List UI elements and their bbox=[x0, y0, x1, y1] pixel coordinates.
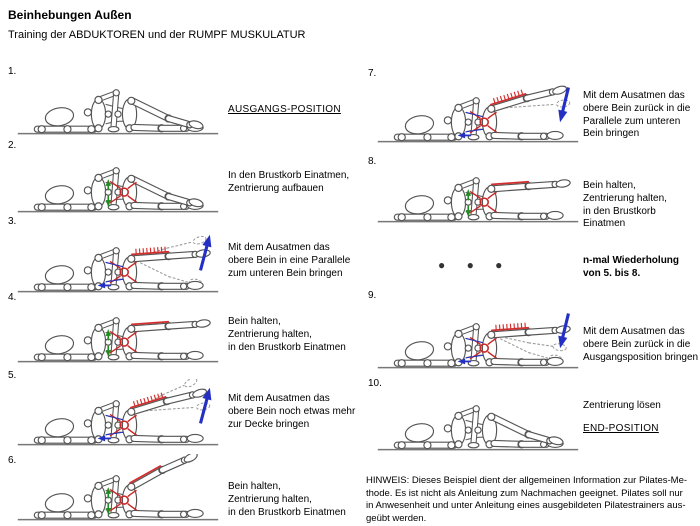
instruction-text: Mit dem Ausatmen das obere Bein in eine Parallele zum unteren Bein bringen bbox=[228, 242, 351, 279]
exercise-figure-6 bbox=[16, 454, 220, 526]
step-number: 9. bbox=[368, 290, 377, 301]
instruction-text: Mit dem Ausatmen das obere Bein zurück in die Parallele zum unteren Bein bringen bbox=[583, 90, 691, 140]
step-instruction bbox=[228, 481, 346, 526]
repeat-dots: ● ● ● bbox=[438, 258, 512, 272]
instruction-text: Mit dem Ausatmen das obere Bein noch etwas mehr zur Decke bringen bbox=[228, 393, 356, 430]
instruction-text: Bein halten, Zentrierung halten, in den Brustkorb Einatmen bbox=[228, 316, 346, 353]
instruction-text: Bein halten, Zentrierung halten, in den Brustkorb Einatmen bbox=[583, 180, 667, 230]
step-instruction bbox=[583, 326, 698, 374]
page-subtitle: Training der ABDUKTOREN und der RUMPF MUSKULATUR bbox=[8, 29, 306, 41]
instruction-text: Mit dem Ausatmen das obere Bein zurück in die Ausgangsposition bringen bbox=[583, 326, 699, 363]
exercise-figure-4 bbox=[16, 296, 220, 371]
exercise-figure-5 bbox=[16, 379, 220, 454]
exercise-figure-2 bbox=[16, 146, 220, 221]
step-number: 4. bbox=[8, 292, 17, 303]
step-instruction bbox=[583, 400, 661, 436]
step-number: 6. bbox=[8, 455, 17, 466]
instruction-text: In den Brustkorb Einatmen, Zentrierung aufbauen bbox=[228, 170, 350, 194]
step-instruction bbox=[228, 170, 349, 206]
exercise-figure-9 bbox=[376, 302, 580, 377]
exercise-figure-3 bbox=[16, 226, 220, 301]
step-instruction bbox=[583, 180, 700, 241]
repeat-note: n-mal Wiederholung von 5. bis 8. bbox=[583, 255, 680, 279]
step-instruction bbox=[228, 393, 355, 441]
page-title: Beinhebungen Außen bbox=[8, 8, 132, 22]
instruction-text: Bein halten, Zentrierung halten, in den Brustkorb Einatmen bbox=[228, 481, 346, 518]
position-label: AUSGANGS-POSITION bbox=[228, 104, 341, 115]
step-number: 8. bbox=[368, 156, 377, 167]
step-number: 7. bbox=[368, 68, 377, 79]
exercise-figure-7 bbox=[376, 76, 580, 151]
step-number: 3. bbox=[8, 216, 17, 227]
exercise-figure-1 bbox=[16, 68, 220, 143]
step-instruction bbox=[228, 316, 346, 364]
step-instruction bbox=[583, 90, 690, 151]
step-instruction bbox=[228, 242, 350, 290]
disclaimer-text: HINWEIS: Dieses Beispiel dient der allgemeinen Information zur Pilates-Me- thode. Es ist nicht als Anleitung zum Nachmachen geeignet. Pilates soll nur in Anwesenheit und unter Anleitung eines ausgebildeten Pilatestrainers aus- geübt werden. bbox=[366, 475, 688, 524]
step-instruction bbox=[228, 94, 341, 117]
exercise-figure-8 bbox=[376, 156, 580, 231]
step-number: 5. bbox=[8, 370, 17, 381]
step-number: 2. bbox=[8, 140, 17, 151]
step-number: 1. bbox=[8, 66, 17, 77]
instruction-text: Zentrierung lösen bbox=[583, 400, 661, 411]
step-number: 10. bbox=[368, 378, 382, 389]
exercise-figure-10 bbox=[376, 384, 580, 459]
position-label: END-POSITION bbox=[583, 422, 659, 434]
